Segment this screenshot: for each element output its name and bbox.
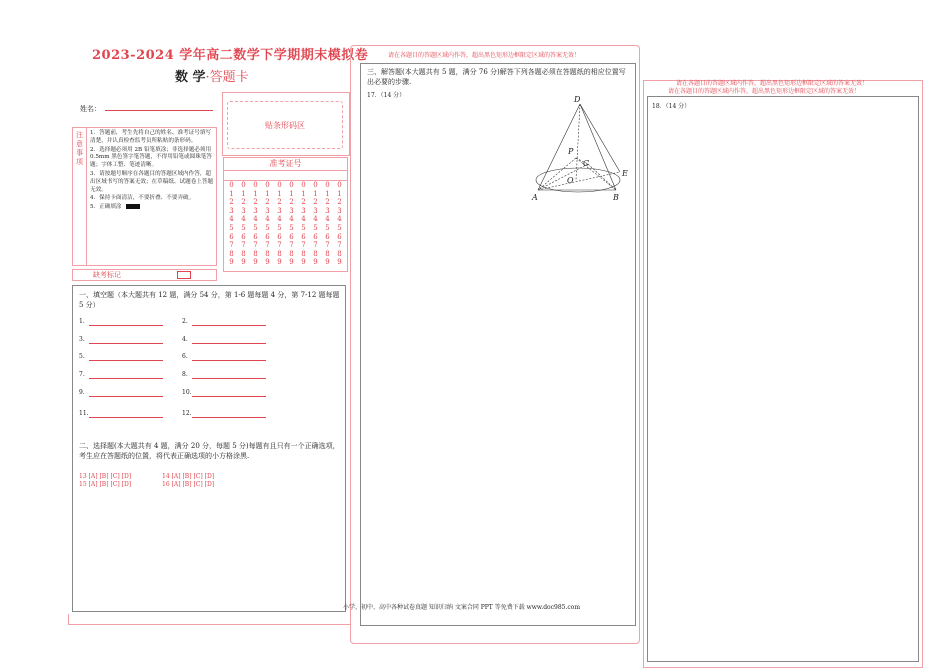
exam-id-digit-bubble[interactable]: 3 xyxy=(277,206,282,215)
absent-mark-row xyxy=(72,269,217,281)
exam-id-digit-bubble[interactable]: 4 xyxy=(265,215,270,224)
exam-id-digit-bubble[interactable]: 2 xyxy=(301,198,306,207)
exam-id-digit-bubble[interactable]: 1 xyxy=(337,189,342,198)
fill-blank-number: 8. xyxy=(182,371,188,378)
exam-id-digit-bubble[interactable]: 5 xyxy=(289,223,294,232)
exam-id-digit-bubble[interactable]: 7 xyxy=(265,241,270,250)
exam-id-digit-column xyxy=(274,181,285,267)
exam-id-digit-bubble[interactable]: 5 xyxy=(325,223,330,232)
exam-id-digit-bubble[interactable]: 7 xyxy=(253,241,258,250)
exam-id-digit-bubble[interactable]: 0 xyxy=(265,181,270,189)
fill-blank-answer-line[interactable] xyxy=(192,396,266,397)
exam-id-digit-bubble[interactable]: 6 xyxy=(301,232,306,241)
exam-id-digit-bubble[interactable]: 8 xyxy=(289,249,294,258)
question-18-label: 18．（14 分） xyxy=(652,103,691,110)
fill-blank-number: 2. xyxy=(182,318,188,325)
edge-PA xyxy=(538,158,576,190)
exam-id-digit-bubble[interactable]: 5 xyxy=(277,223,282,232)
exam-id-digit-bubble[interactable]: 2 xyxy=(289,198,294,207)
exam-id-digit-column xyxy=(334,181,345,267)
fill-blank-number: 4. xyxy=(182,336,188,343)
exam-id-digit-bubble[interactable]: 9 xyxy=(265,258,270,267)
label-B: B xyxy=(613,193,619,202)
exam-title: 2023-2024 学年高二数学下学期期末模拟卷 xyxy=(92,48,369,63)
exam-id-digit-bubble[interactable]: 1 xyxy=(289,189,294,198)
exam-id-digit-bubble[interactable]: 8 xyxy=(253,249,258,258)
choice-row-16[interactable]: 16 [A] [B] [C] [D] xyxy=(162,481,215,488)
exam-id-digit-bubble[interactable]: 3 xyxy=(313,206,318,215)
exam-id-digit-bubble[interactable]: 2 xyxy=(337,198,342,207)
label-E: E xyxy=(622,169,628,178)
exam-id-digit-bubble[interactable]: 6 xyxy=(229,232,234,241)
exam-id-digit-column xyxy=(262,181,273,267)
exam-id-digit-bubble[interactable]: 3 xyxy=(337,206,342,215)
exam-id-digit-bubble[interactable]: 7 xyxy=(313,241,318,250)
exam-id-digit-bubble[interactable]: 2 xyxy=(229,198,234,207)
question-17-label: 17．（14 分） xyxy=(367,92,406,99)
exam-id-digit-bubble[interactable]: 4 xyxy=(277,215,282,224)
fill-blank-number: 1. xyxy=(79,318,85,325)
name-field xyxy=(80,102,213,114)
exam-id-digit-bubble[interactable]: 8 xyxy=(265,249,270,258)
exam-id-digit-bubble[interactable]: 2 xyxy=(313,198,318,207)
cone-figure xyxy=(528,94,638,206)
exam-id-digit-column xyxy=(298,181,309,267)
notice-item: 2．选择题必须用 2B 铅笔填涂；非选择题必须用 0.5mm 黑色签字笔答题，不得用铅笔或圆珠笔答题；字体工整、笔迹清晰。 xyxy=(90,146,212,169)
base-ellipse xyxy=(536,168,620,192)
exam-id-digit-bubble[interactable]: 1 xyxy=(241,189,246,198)
exam-id-digit-bubble[interactable]: 3 xyxy=(253,206,258,215)
notice-item-fill-sample: 5．正确填涂 xyxy=(90,204,214,212)
notice-label xyxy=(73,128,87,265)
fill-blank-answer-line[interactable] xyxy=(192,417,266,418)
exam-id-digit-bubble[interactable]: 7 xyxy=(241,241,246,250)
exam-id-digit-bubble[interactable]: 8 xyxy=(325,249,330,258)
answer-area-18[interactable] xyxy=(647,96,919,662)
exam-id-digit-bubble[interactable]: 6 xyxy=(277,232,282,241)
exam-id-digit-bubble[interactable]: 6 xyxy=(325,232,330,241)
left-bottom-frame xyxy=(68,614,351,625)
exam-id-digit-bubble[interactable]: 3 xyxy=(229,206,234,215)
exam-id-digit-bubble[interactable]: 2 xyxy=(325,198,330,207)
exam-id-digit-bubble[interactable]: 1 xyxy=(253,189,258,198)
name-input-line[interactable] xyxy=(105,102,213,111)
exam-id-write-row[interactable] xyxy=(224,171,347,181)
exam-id-digit-bubble[interactable]: 1 xyxy=(265,189,270,198)
exam-id-digit-bubble[interactable]: 3 xyxy=(241,206,246,215)
exam-id-digit-bubble[interactable]: 8 xyxy=(241,249,246,258)
notice-list xyxy=(90,130,214,213)
exam-id-digit-bubble[interactable]: 9 xyxy=(229,258,234,267)
exam-id-digit-bubble[interactable]: 5 xyxy=(313,223,318,232)
exam-id-digit-bubble[interactable]: 6 xyxy=(289,232,294,241)
exam-id-digit-bubble[interactable]: 6 xyxy=(265,232,270,241)
exam-id-digit-bubble[interactable]: 8 xyxy=(313,249,318,258)
exam-id-digit-bubble[interactable]: 5 xyxy=(253,223,258,232)
exam-id-digit-column xyxy=(226,181,237,267)
exam-id-digit-bubble[interactable]: 8 xyxy=(229,249,234,258)
exam-id-digit-bubble[interactable]: 1 xyxy=(277,189,282,198)
section2-heading: 二、选择题(本大题共有 4 题，满分 20 分，每题 5 分)每题有且只有一个正确选项，考生应在答题纸的位置，将代表正确选项的小方格涂黑. xyxy=(79,442,340,460)
section3-heading: 三、解答题(本大题共有 5 题，满分 76 分)解答下列各题必须在答题纸的相应位置写出必要的步骤. xyxy=(367,68,626,86)
exam-id-digit-bubble[interactable]: 0 xyxy=(277,181,282,189)
fill-blank-number: 7. xyxy=(79,371,85,378)
edge-DA xyxy=(538,104,580,190)
exam-id-digit-bubble[interactable]: 9 xyxy=(277,258,282,267)
choice-row-14[interactable]: 14 [A] [B] [C] [D] xyxy=(162,473,215,480)
fill-blank-number: 11. xyxy=(79,410,89,417)
exam-id-digit-bubble[interactable]: 0 xyxy=(289,181,294,189)
fill-blank-number: 6. xyxy=(182,353,188,360)
card-subtitle xyxy=(175,66,249,85)
exam-id-digit-bubble[interactable]: 3 xyxy=(289,206,294,215)
warning-text-18-top: 请在各题目的答题区域内作答，超出黑色矩形边框限定区域的答案无效！ xyxy=(676,80,869,87)
exam-id-digit-bubble[interactable]: 0 xyxy=(229,181,234,189)
fill-blank-answer-line[interactable] xyxy=(192,360,266,361)
warning-text-18: 请在各题目的答题区域内作答，超出黑色矩形边框限定区域的答案无效！ xyxy=(668,88,861,95)
fill-blank-answer-line[interactable] xyxy=(89,360,163,361)
exam-id-digit-bubble[interactable]: 7 xyxy=(337,241,342,250)
fill-blank-answer-line[interactable] xyxy=(192,343,266,344)
exam-id-digit-column xyxy=(310,181,321,267)
exam-id-digit-bubble[interactable]: 6 xyxy=(337,232,342,241)
exam-id-digit-bubble[interactable]: 4 xyxy=(241,215,246,224)
exam-id-digit-bubble[interactable]: 6 xyxy=(241,232,246,241)
fill-blank-answer-line[interactable] xyxy=(89,378,163,379)
exam-id-digit-bubble[interactable]: 8 xyxy=(301,249,306,258)
label-D: D xyxy=(574,95,581,104)
notice-item: 4．保持卡面清洁，不要折叠、不要弄破。 xyxy=(90,195,195,202)
exam-id-digit-bubble[interactable]: 5 xyxy=(301,223,306,232)
fill-blank-answer-line[interactable] xyxy=(192,325,266,326)
absent-mark-checkbox[interactable] xyxy=(177,271,191,279)
exam-id-digit-bubble[interactable]: 2 xyxy=(265,198,270,207)
exam-id-digit-bubble[interactable]: 2 xyxy=(277,198,282,207)
card-label: ·答题卡 xyxy=(205,70,249,85)
exam-id-digit-bubble[interactable]: 9 xyxy=(337,258,342,267)
exam-id-digit-bubble[interactable]: 3 xyxy=(301,206,306,215)
exam-id-digit-bubble[interactable]: 5 xyxy=(241,223,246,232)
exam-id-digit-bubble[interactable]: 9 xyxy=(325,258,330,267)
exam-id-digit-bubble[interactable]: 6 xyxy=(253,232,258,241)
exam-id-digit-bubble[interactable]: 7 xyxy=(325,241,330,250)
exam-id-digit-bubble[interactable]: 7 xyxy=(289,241,294,250)
exam-id-digit-bubble[interactable]: 9 xyxy=(241,258,246,267)
fill-blank-answer-line[interactable] xyxy=(89,417,163,418)
exam-id-grid xyxy=(223,157,348,272)
section1-heading: 一、填空题（本大题共有 12 题，满分 54 分，第 1-6 题每题 4 分，第 7-12 题每题 5 分） xyxy=(79,291,340,309)
exam-id-digit-bubble[interactable]: 5 xyxy=(229,223,234,232)
exam-id-digit-bubble[interactable]: 2 xyxy=(253,198,258,207)
barcode-label: 贴条形码区 xyxy=(265,121,305,130)
fill-blank-number: 3. xyxy=(79,336,85,343)
exam-id-digit-column xyxy=(322,181,333,267)
exam-id-digit-bubble[interactable]: 9 xyxy=(301,258,306,267)
notice-item: 1．答题前，考生先将自己的姓名、准考证号填写清楚，并认真检查监考员所粘贴的条形码。 xyxy=(90,130,212,144)
exam-id-digit-bubble[interactable]: 4 xyxy=(253,215,258,224)
edge-AE xyxy=(538,172,620,190)
fill-sample-mark xyxy=(126,204,140,209)
exam-id-digit-bubble[interactable]: 8 xyxy=(277,249,282,258)
barcode-area xyxy=(227,101,343,149)
warning-text-17: 请在各题目的答题区域内作答，超出黑色矩形边框限定区域的答案无效！ xyxy=(388,52,581,59)
axis-DO xyxy=(576,104,580,180)
exam-id-digit-bubble[interactable]: 4 xyxy=(229,215,234,224)
exam-id-columns xyxy=(226,181,345,267)
label-O: O xyxy=(567,176,574,185)
exam-id-digit-bubble[interactable]: 0 xyxy=(325,181,330,189)
exam-id-digit-bubble[interactable]: 1 xyxy=(313,189,318,198)
choice-row-13[interactable]: 13 [A] [B] [C] [D] xyxy=(79,473,132,480)
fill-blank-number: 10. xyxy=(182,389,192,396)
exam-id-digit-bubble[interactable]: 5 xyxy=(337,223,342,232)
label-P: P xyxy=(568,147,574,156)
fill-blank-answer-line[interactable] xyxy=(192,378,266,379)
exam-id-digit-bubble[interactable]: 0 xyxy=(253,181,258,189)
exam-id-digit-bubble[interactable]: 2 xyxy=(241,198,246,207)
notice-box xyxy=(72,127,217,266)
exam-id-digit-bubble[interactable]: 8 xyxy=(337,249,342,258)
notice-label-text: 注意事项 xyxy=(76,131,83,166)
name-label: 姓名： xyxy=(80,105,101,113)
exam-id-digit-bubble[interactable]: 4 xyxy=(325,215,330,224)
exam-id-digit-bubble[interactable]: 4 xyxy=(301,215,306,224)
fill-blank-answer-line[interactable] xyxy=(89,343,163,344)
subject-label: 数 学 xyxy=(175,70,206,85)
fill-blank-answer-line[interactable] xyxy=(89,396,163,397)
exam-id-digit-bubble[interactable]: 9 xyxy=(289,258,294,267)
fill-blank-number: 12. xyxy=(182,410,192,417)
exam-id-digit-bubble[interactable]: 4 xyxy=(313,215,318,224)
exam-id-digit-bubble[interactable]: 1 xyxy=(325,189,330,198)
exam-id-digit-column xyxy=(238,181,249,267)
footer-text: 小学、初中、高中各种试卷真题 知识归纳 文案合同 PPT 等免费下载 www.doc985.com xyxy=(343,604,581,611)
exam-id-title: 准考证号 xyxy=(224,158,347,171)
notice-item: 3．请按题号顺序在各题目的答题区域内作答，超出区域书写的答案无效；在草稿纸、试题卷上答题无效。 xyxy=(90,170,214,193)
edge-CA xyxy=(538,164,588,190)
exam-id-digit-bubble[interactable]: 0 xyxy=(313,181,318,189)
exam-id-digit-bubble[interactable]: 5 xyxy=(265,223,270,232)
fill-blank-number: 9. xyxy=(79,389,85,396)
fill-blank-number: 5. xyxy=(79,353,85,360)
exam-id-digit-bubble[interactable]: 6 xyxy=(313,232,318,241)
fill-blank-answer-line[interactable] xyxy=(89,325,163,326)
exam-id-digit-bubble[interactable]: 0 xyxy=(337,181,342,189)
label-A: A xyxy=(532,193,538,202)
exam-id-digit-bubble[interactable]: 1 xyxy=(301,189,306,198)
exam-id-digit-bubble[interactable]: 7 xyxy=(277,241,282,250)
exam-id-digit-column xyxy=(250,181,261,267)
exam-id-digit-bubble[interactable]: 7 xyxy=(301,241,306,250)
exam-id-digit-bubble[interactable]: 3 xyxy=(265,206,270,215)
exam-id-digit-column xyxy=(286,181,297,267)
exam-id-digit-bubble[interactable]: 4 xyxy=(337,215,342,224)
edge-CB xyxy=(588,164,616,190)
absent-mark-label: 缺考标记 xyxy=(93,271,121,279)
exam-id-digit-bubble[interactable]: 9 xyxy=(313,258,318,267)
choice-row-15[interactable]: 15 [A] [B] [C] [D] xyxy=(79,481,132,488)
exam-id-digit-bubble[interactable]: 7 xyxy=(229,241,234,250)
exam-id-digit-bubble[interactable]: 4 xyxy=(289,215,294,224)
exam-id-digit-bubble[interactable]: 3 xyxy=(325,206,330,215)
label-C: C xyxy=(583,159,590,168)
exam-id-digit-bubble[interactable]: 9 xyxy=(253,258,258,267)
exam-id-digit-bubble[interactable]: 0 xyxy=(301,181,306,189)
exam-id-digit-bubble[interactable]: 0 xyxy=(241,181,246,189)
exam-id-digit-bubble[interactable]: 1 xyxy=(229,189,234,198)
